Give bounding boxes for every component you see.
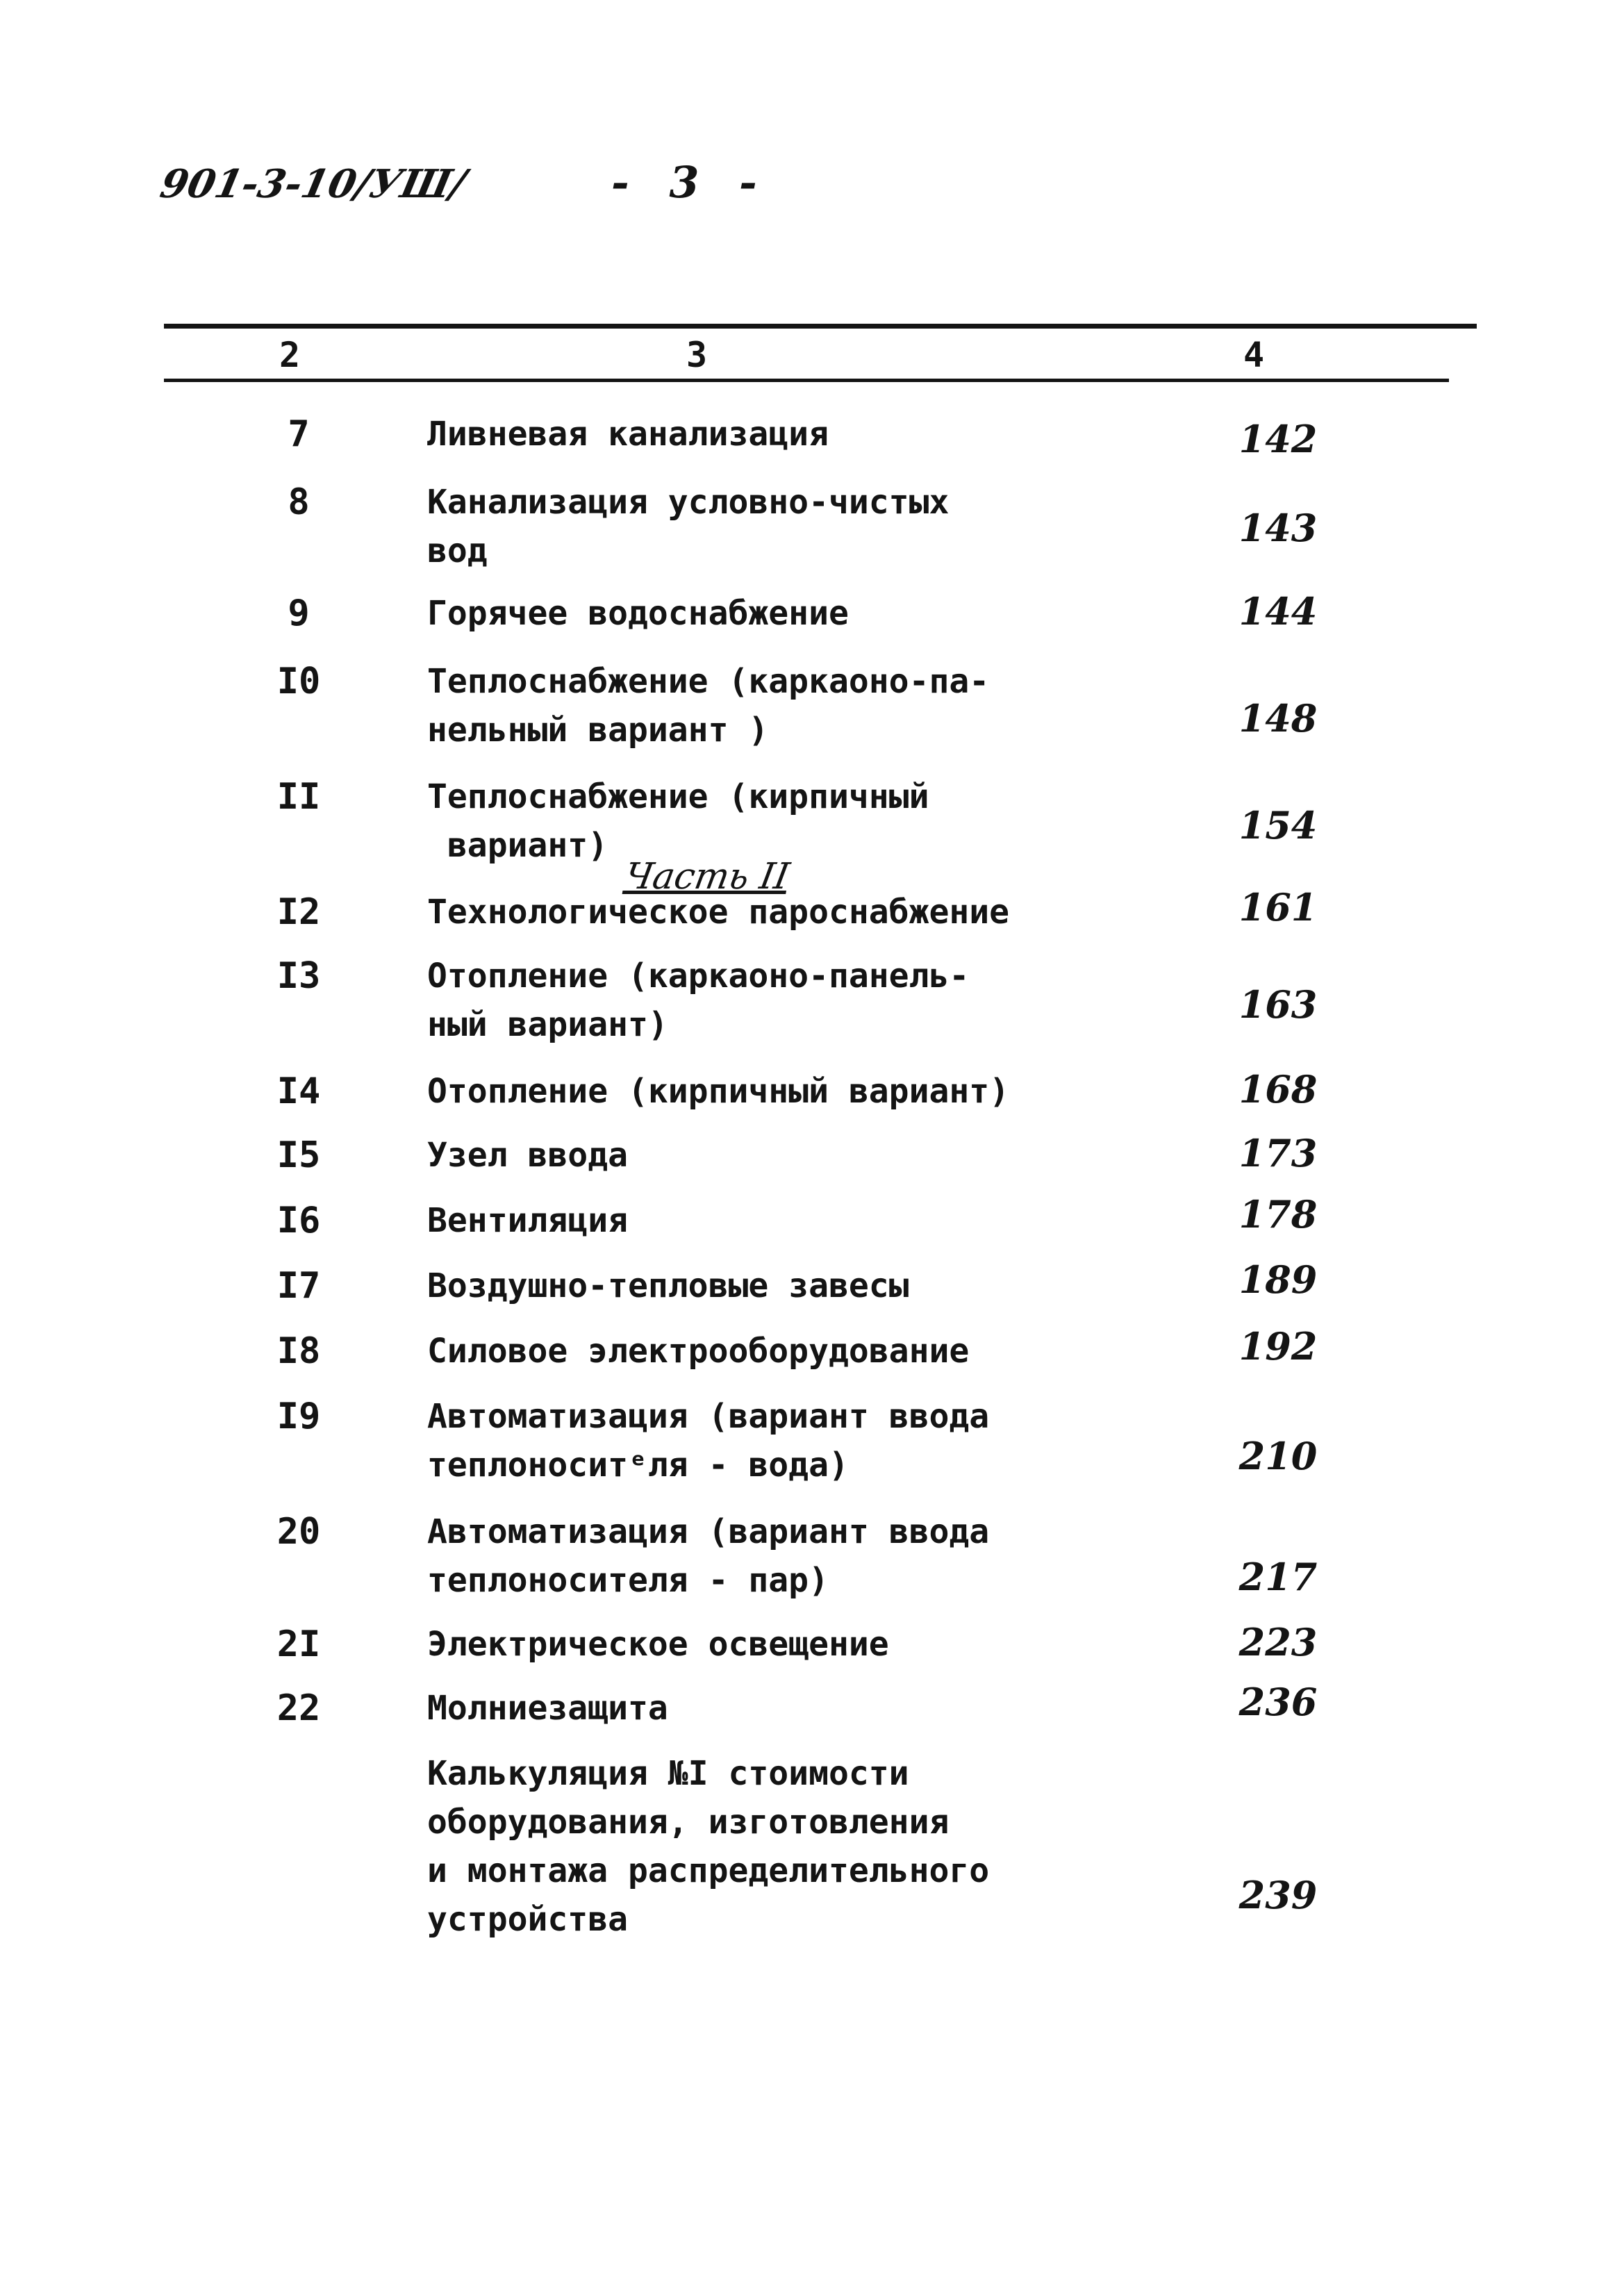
row-number: 2I	[276, 1623, 321, 1665]
row-number: II	[276, 776, 321, 818]
row-title: Теплоснабжение (кирпичный вариант)	[427, 777, 929, 865]
row-page: 163	[1238, 982, 1318, 1027]
table-header-rule	[164, 379, 1449, 382]
row-page: 192	[1238, 1324, 1318, 1369]
row-number: 20	[276, 1511, 321, 1553]
document-code: 901-3-10/УШ/	[156, 161, 470, 207]
row-title: Воздушно-тепловые завесы	[427, 1266, 909, 1305]
row-page: 236	[1238, 1680, 1318, 1724]
row-number: I5	[276, 1134, 321, 1176]
row-number: I4	[276, 1071, 321, 1112]
row-title: Теплоснабжение (каркаоно-па- нельный вариант )	[427, 662, 990, 750]
row-title: Автоматизация (вариант ввода теплоноситᵉля - вода)	[427, 1397, 990, 1485]
row-title: Технологическое пароснабжение	[427, 893, 1010, 932]
row-page: 239	[1238, 1873, 1318, 1917]
row-number: I3	[276, 955, 321, 997]
row-number: 9	[288, 593, 310, 634]
row-number: 8	[288, 481, 310, 523]
row-page: 189	[1238, 1257, 1318, 1302]
row-title: Узел ввода	[427, 1136, 628, 1175]
row-title: Ливневая канализация	[427, 415, 829, 454]
row-title: Силовое электрооборудование	[427, 1332, 970, 1371]
row-page: 168	[1238, 1067, 1318, 1112]
row-title: Молниезащита	[427, 1689, 668, 1728]
row-page: 217	[1238, 1555, 1318, 1599]
row-number: I9	[276, 1396, 321, 1437]
row-number: I8	[276, 1330, 321, 1372]
row-page: 161	[1238, 885, 1318, 929]
row-page: 144	[1238, 589, 1318, 634]
row-page: 223	[1238, 1620, 1318, 1664]
row-title: Вентиляция	[427, 1201, 628, 1240]
row-page: 143	[1238, 506, 1318, 550]
handwritten-annotation: Часть II	[621, 856, 793, 898]
row-title: Электрическое освещение	[427, 1625, 889, 1664]
row-title: Калькуляция №I стоимости оборудования, изготовления и монтажа распределительного устройства	[427, 1754, 990, 1939]
table-top-rule	[164, 324, 1477, 329]
row-title: Канализация условно-чистых вод	[427, 483, 950, 570]
row-number: I0	[276, 661, 321, 702]
row-page: 148	[1238, 696, 1318, 741]
row-title: Горячее водоснабжение	[427, 594, 849, 633]
row-title: Автоматизация (вариант ввода теплоносителя - пар)	[427, 1512, 990, 1600]
column-header-title: 3	[686, 335, 708, 375]
row-number: 22	[276, 1687, 321, 1729]
row-title: Отопление (каркаоно-панель- ный вариант)	[427, 957, 970, 1044]
row-page: 142	[1238, 417, 1318, 461]
row-page: 154	[1238, 803, 1318, 848]
row-number: I7	[276, 1265, 321, 1307]
column-header-page: 4	[1243, 335, 1265, 375]
row-page: 210	[1238, 1434, 1318, 1478]
row-number: I2	[276, 891, 321, 933]
page-number: - 3 -	[611, 157, 770, 208]
row-title: Отопление (кирпичный вариант)	[427, 1072, 1010, 1111]
row-page: 178	[1238, 1192, 1318, 1237]
row-number: 7	[288, 413, 310, 455]
row-page: 173	[1238, 1131, 1318, 1175]
row-number: I6	[276, 1200, 321, 1241]
column-header-number: 2	[279, 335, 301, 375]
